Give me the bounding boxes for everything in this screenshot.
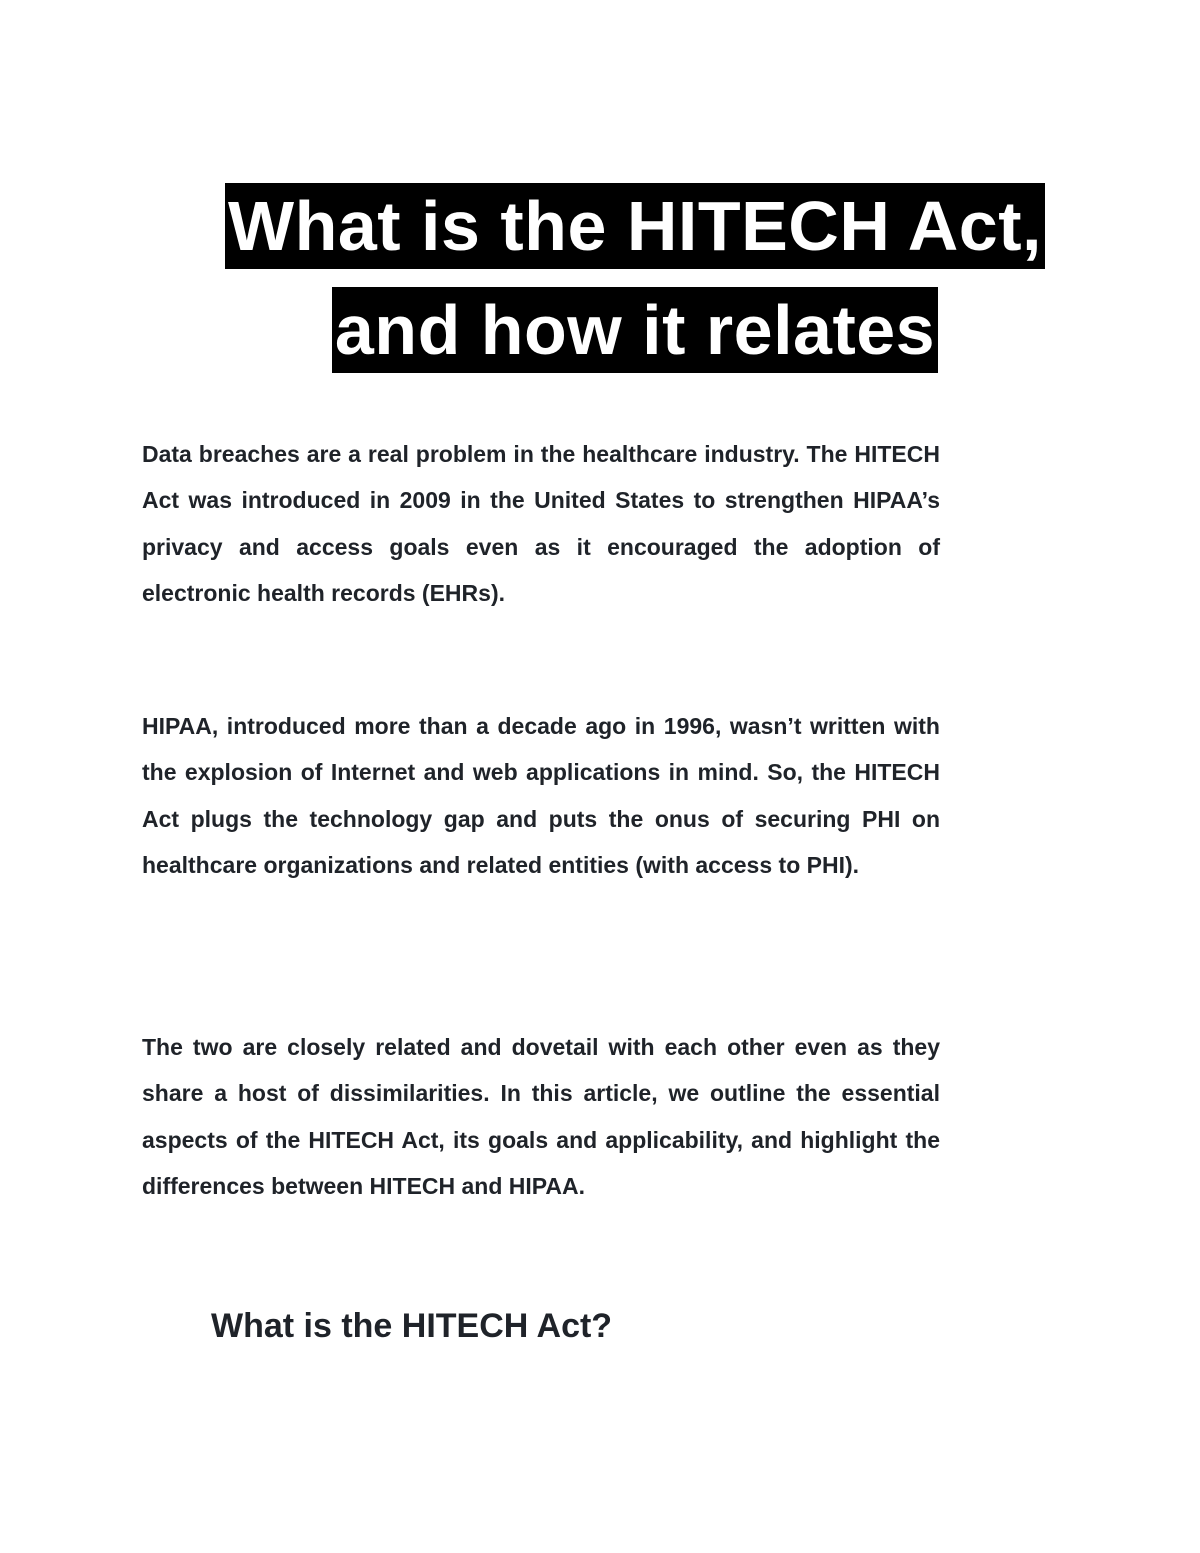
document-title: [0, 183, 1200, 391]
comparison-paragraph: The two are closely related and dovetail with each other even as they share a host of dissimilarities. In this article, we outline the essential aspects of the HITECH Act, its goals and applicability, and highlight the differences between HITECH and HIPAA.: [142, 1034, 940, 1199]
section-heading: What is the HITECH Act?: [211, 1307, 613, 1345]
hipaa-paragraph: HIPAA, introduced more than a decade ago in 1996, wasn’t written with the explosion of Internet and web applications in mind. So, the HITECH Act plugs the technology gap and puts the onus of securing PHI on healthcare organizations and related entities (with access to PHI).: [142, 713, 940, 878]
title-line-1: What is the HITECH Act,: [225, 183, 1045, 269]
title-line-2: and how it relates: [332, 287, 938, 373]
intro-paragraph: Data breaches are a real problem in the healthcare industry. The HITECH Act was introduced in 2009 in the United States to strengthen HIPAA’s privacy and access goals even as it encouraged the adoption of electronic health records (EHRs).: [142, 441, 940, 606]
